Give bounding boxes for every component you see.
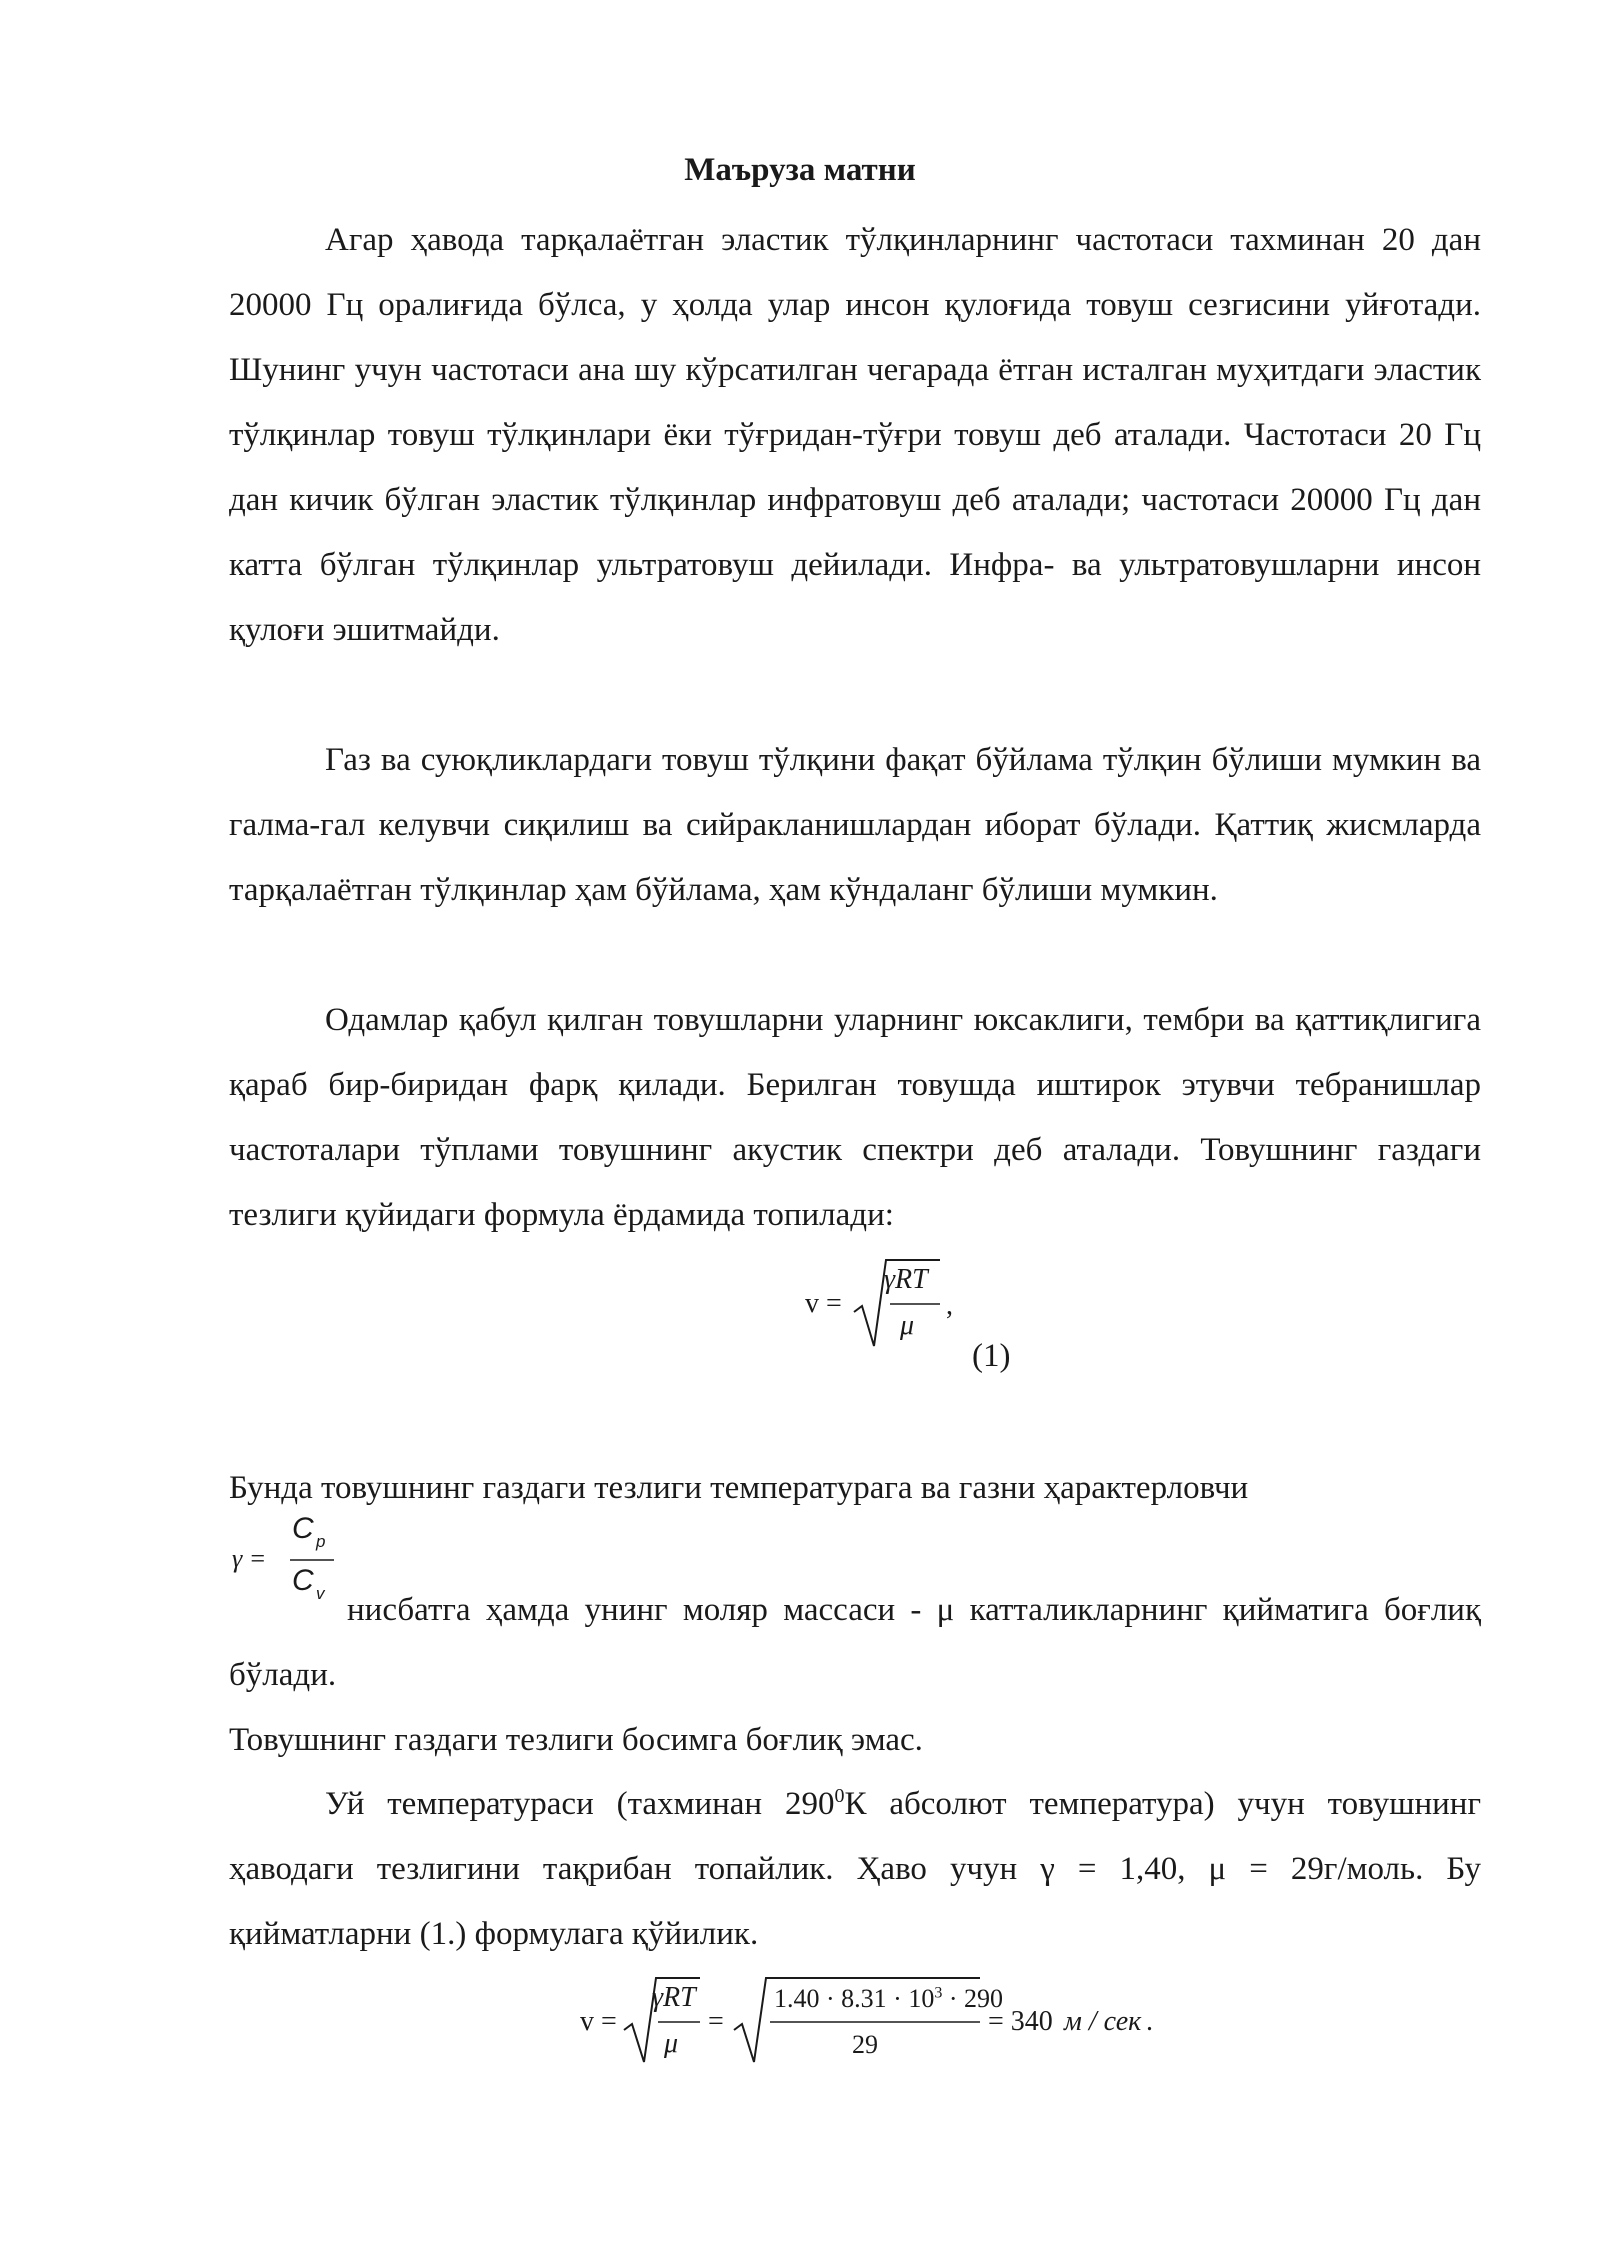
formula-2-denominator-1: μ — [664, 2028, 679, 2059]
gamma-ratio-lhs: γ = — [232, 1544, 267, 1573]
paragraph-room-temperature-a: Уй температураси (тахминан 290 — [325, 1786, 835, 1822]
gamma-ratio-den-sub: v — [316, 1584, 325, 1603]
paragraph-temperature-dependence: Бунда товушнинг газдаги тезлиги температурага ва газни ҳарактерловчи — [229, 1470, 1249, 1506]
formula-2-denominator-2: 29 — [852, 2030, 878, 2059]
formula-1-numerator: γRT — [884, 1264, 928, 1295]
paragraph-pressure-independence: Товушнинг газдаги тезлиги босимга боғлиқ эмас. — [229, 1722, 923, 1758]
lecture-title: Маъруза матни — [684, 152, 916, 188]
formula-1-comma: , — [946, 1290, 953, 1321]
formula-2-unit: м / сек — [1064, 2006, 1142, 2037]
formula-2-dot: . — [1146, 2006, 1153, 2037]
gamma-ratio-bar — [290, 1558, 334, 1562]
formula-1-number: (1) — [972, 1338, 1011, 1374]
formula-1-denominator: μ — [900, 1310, 915, 1341]
degree-superscript: 0 — [834, 1785, 845, 1807]
formula-2-numerator-2-a: 1.40 · 8.31 · 10 — [774, 1984, 935, 2013]
formula-2-lhs: v = — [580, 2006, 617, 2037]
paragraph-longitudinal-waves: Газ ва суюқликлардаги товуш тўлқини фақат бўйлама тўлқин бўлиши мумкин ва галма-гал келувчи сиқилиш ва сийракланишлардан иборат бўлади. Қаттиқ жисмларда тарқалаётган тўлқинлар ҳам бўйлама, ҳам кўндаланг бўлиши мумкин. — [229, 742, 1481, 908]
paragraph-ratio-dependence: нисбатга ҳамда унинг моляр массаси - μ катталикларнинг қийматига боғлиқ бўлади. — [229, 1592, 1481, 1693]
formula-2-numerator-2 — [774, 1984, 1003, 2014]
paragraph-sound-waves: Агар ҳавода тарқалаётган эластик тўлқинларнинг частотаси тахминан 20 дан 20000 Гц оралиғида бўлса, у ҳолда улар инсон қулоғида товуш сезгисини уйғотади. Шунинг учун частотаси ана шу кўрсатилган чегарада ётган исталган муҳитдаги эластик тўлқинлар товуш тўлқинлари ёки тўғридан-тўғри товуш деб аталади. Частотаси 20 Гц дан кичик бўлган эластик тўлқинлар инфратовуш деб аталади; частотаси 20000 Гц дан катта бўлган тўлқинлар ультратовуш дейилади. Инфра- ва ультратовушларни инсон қулоғи эшитмайди. — [229, 222, 1481, 648]
paragraph-room-temperature — [229, 1772, 1481, 1967]
paragraph-room-temperature-b: К абсолют температура) учун товушнинг ҳаводаги тезлигини тақрибан топайлик. Ҳаво учун γ = 1,40, μ = 29г/моль. Бу қийматларни (1.) формулага қўйилик. — [229, 1786, 1481, 1952]
gamma-ratio-den-c: C — [292, 1564, 314, 1597]
paragraph-acoustic-spectrum: Одамлар қабул қилган товушларни уларнинг юксаклиги, тембри ва қаттиқлигига қараб бир-биридан фарқ қилади. Берилган товушда иштирок этувчи тебранишлар частоталари тўплами товушнинг акустик спектри деб аталади. Товушнинг газдаги тезлиги қуйидаги формула ёрдамида топилади: — [229, 1002, 1481, 1233]
formula-2-numerator-1: γRT — [652, 1982, 696, 2013]
gamma-ratio-num-sub: p — [316, 1532, 326, 1551]
formula-2-equals: = — [708, 2006, 724, 2037]
gamma-ratio-num-c: C — [292, 1512, 314, 1545]
formula-2-result: = 340 — [988, 2006, 1053, 2037]
formula-1-lhs: v = — [805, 1288, 842, 1319]
formula-2-exponent: 3 — [934, 1984, 943, 2002]
formula-2-numerator-2-b: · 290 — [942, 1984, 1003, 2013]
